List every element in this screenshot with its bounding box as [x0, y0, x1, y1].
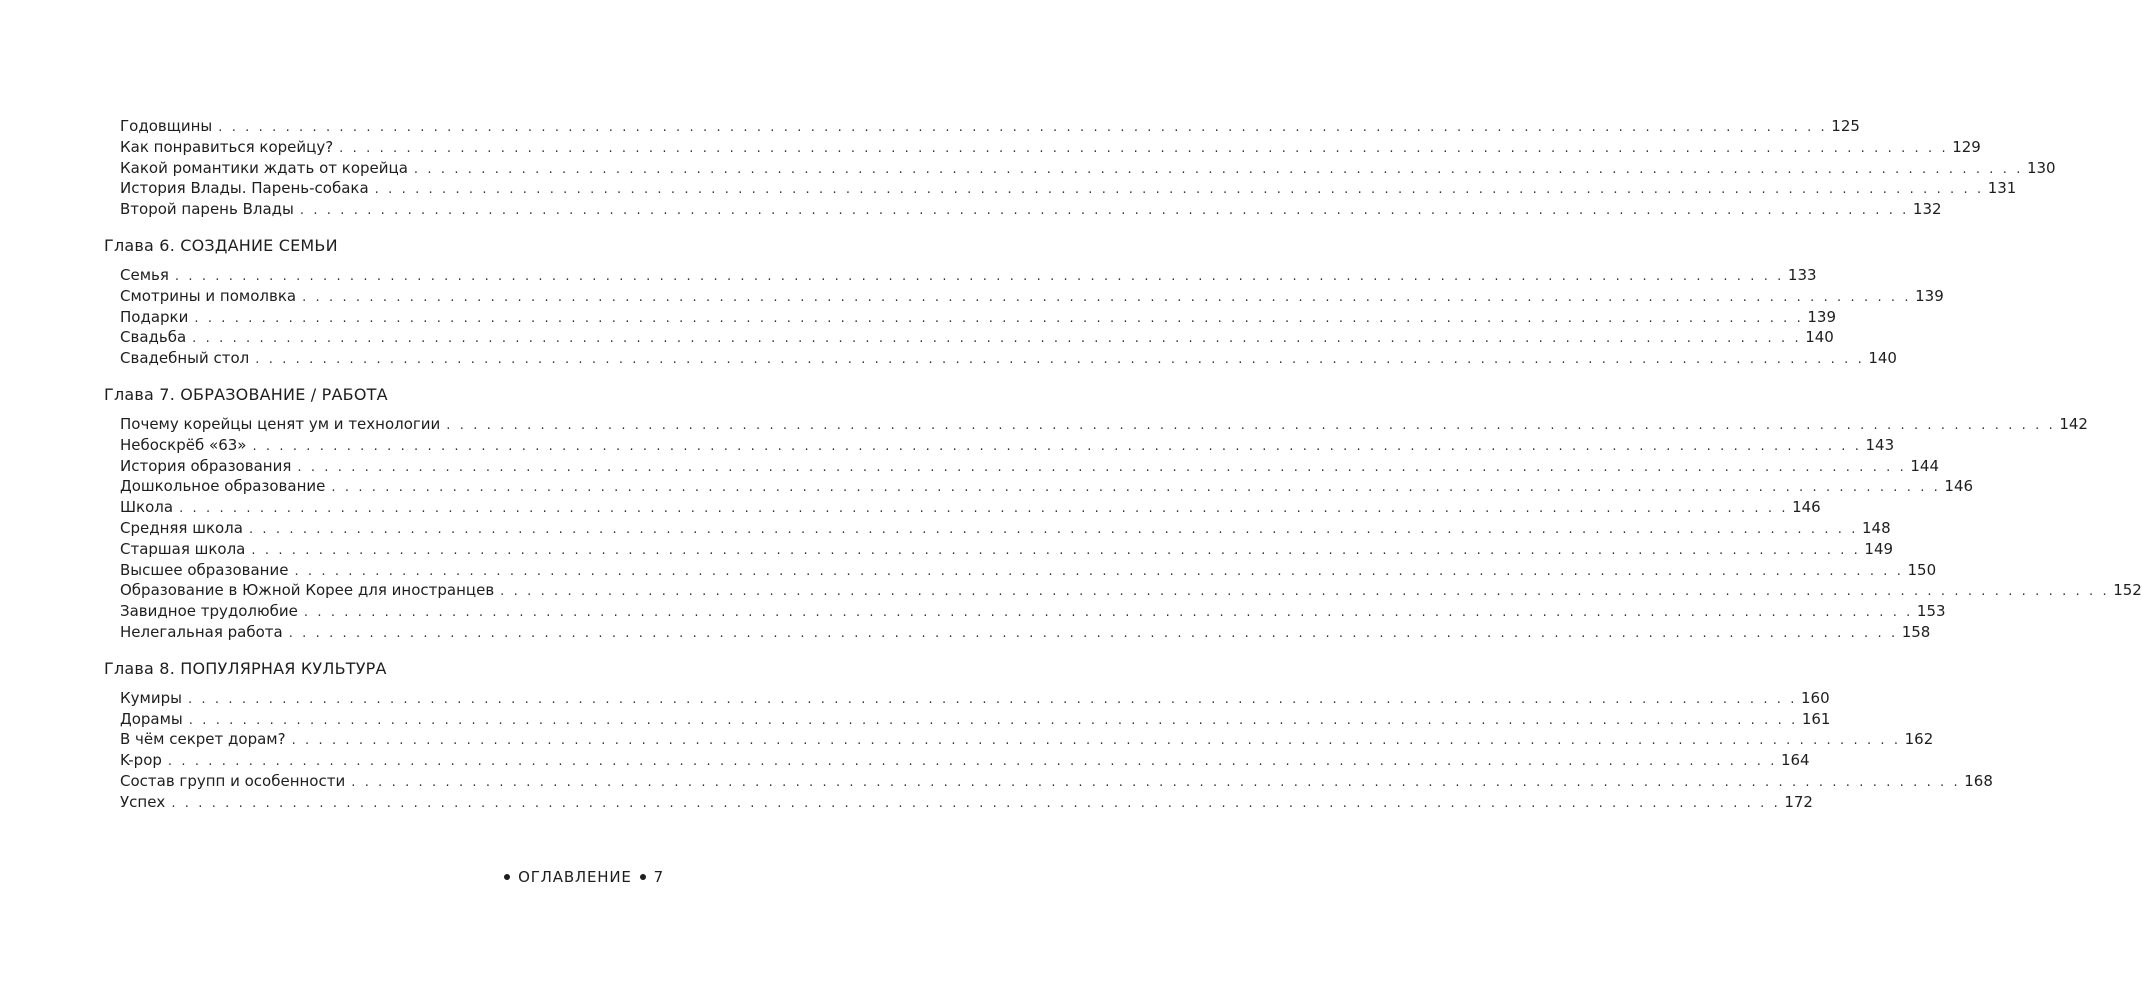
toc-entry-page: 150: [1907, 560, 1937, 579]
toc-entry-page: 148: [1862, 518, 1891, 537]
footer-label: ОГЛАВЛЕНИЕ: [518, 868, 632, 886]
toc-entry-title: Какой романтики ждать от корейца: [120, 158, 408, 177]
toc-entry-title: Почему корейцы ценят ум и технологии: [120, 414, 441, 433]
toc-entry-page: 168: [1964, 771, 1993, 790]
dot-leader: . . . . . . . . . . . . . . . . . . . . . . . . . . . . . . . . . . . . . . . . . . . . . . . . . . . . . . . . . . . . . . . . . . . . . . . . . . . . . . . . . . . . . . . . . . . . . . . . . . . . . . . . . . . . . . . . . . . . . . . .: [299, 203, 1909, 219]
toc-entry: [104, 580, 2142, 601]
toc-entry-page: 140: [1868, 349, 1897, 368]
dot-leader: . . . . . . . . . . . . . . . . . . . . . . . . . . . . . . . . . . . . . . . . . . . . . . . . . . . . . . . . . . . . . . . . . . . . . . . . . . . . . . . . . . . . . . . . . . . . . . . . . . . . . . . . . . . . . . . . . . . . . . . .: [174, 268, 1784, 284]
chapter-entries: [104, 265, 1944, 369]
table-of-contents: [104, 116, 2142, 813]
toc-entry-page: 125: [1831, 117, 1860, 135]
toc-entry-page: 146: [1944, 477, 1974, 496]
toc-entry: [104, 729, 1934, 750]
toc-entry: [104, 348, 1897, 369]
toc-entry-page: 143: [1865, 435, 1895, 454]
toc-entry: [104, 456, 1940, 477]
dot-leader: . . . . . . . . . . . . . . . . . . . . . . . . . . . . . . . . . . . . . . . . . . . . . . . . . . . . . . . . . . . . . . . . . . . . . . . . . . . . . . . . . . . . . . . . . . . . . . . . . . . . . . . . . . . . . . . . . . . . . . . .: [179, 501, 1789, 517]
chapter-entries: [104, 414, 2142, 643]
dot-leader: . . . . . . . . . . . . . . . . . . . . . . . . . . . . . . . . . . . . . . . . . . . . . . . . . . . . . . . . . . . . . . . . . . . . . . . . . . . . . . . . . . . . . . . . . . . . . . . . . . . . . . . . . . . . . . . . . . . . . . . .: [302, 289, 1912, 305]
dot-leader: . . . . . . . . . . . . . . . . . . . . . . . . . . . . . . . . . . . . . . . . . . . . . . . . . . . . . . . . . . . . . . . . . . . . . . . . . . . . . . . . . . . . . . . . . . . . . . . . . . . . . . . . . . . . . . . . . . . . . . . .: [413, 161, 2023, 177]
toc-entry-page: 142: [2059, 414, 2088, 433]
chapter-block: [104, 384, 2142, 643]
dot-leader: . . . . . . . . . . . . . . . . . . . . . . . . . . . . . . . . . . . . . . . . . . . . . . . . . . . . . . . . . . . . . . . . . . . . . . . . . . . . . . . . . . . . . . . . . . . . . . . . . . . . . . . . . . . . . . . . . . . . . . . .: [255, 352, 1865, 368]
toc-entry-page: 140: [1805, 328, 1834, 347]
chapter-entries: [104, 688, 1993, 813]
toc-entry-page: 164: [1780, 751, 1810, 770]
toc-entry-title: Смотрины и помолвка: [120, 286, 297, 305]
toc-entry-title: K-pop: [120, 751, 162, 770]
toc-entry-title: История Влады. Парень-собака: [120, 179, 369, 198]
dot-leader: . . . . . . . . . . . . . . . . . . . . . . . . . . . . . . . . . . . . . . . . . . . . . . . . . . . . . . . . . . . . . . . . . . . . . . . . . . . . . . . . . . . . . . . . . . . . . . . . . . . . . . . . . . . . . . . . . . . . . . . .: [252, 438, 1862, 454]
toc-entry-page: 160: [1801, 688, 1830, 707]
toc-entry: [104, 178, 2017, 199]
dot-leader: . . . . . . . . . . . . . . . . . . . . . . . . . . . . . . . . . . . . . . . . . . . . . . . . . . . . . . . . . . . . . . . . . . . . . . . . . . . . . . . . . . . . . . . . . . . . . . . . . . . . . . . . . . . . . . . . . . . . . . . .: [192, 331, 1802, 347]
toc-entry-page: 146: [1792, 498, 1821, 517]
dot-leader: . . . . . . . . . . . . . . . . . . . . . . . . . . . . . . . . . . . . . . . . . . . . . . . . . . . . . . . . . . . . . . . . . . . . . . . . . . . . . . . . . . . . . . . . . . . . . . . . . . . . . . . . . . . . . . . . . . . . . . . .: [331, 480, 1941, 496]
footer-page-number: 7: [653, 868, 664, 886]
toc-entry-title: Дошкольное образование: [120, 477, 326, 496]
toc-entry: [104, 539, 1894, 560]
dot-leader: . . . . . . . . . . . . . . . . . . . . . . . . . . . . . . . . . . . . . . . . . . . . . . . . . . . . . . . . . . . . . . . . . . . . . . . . . . . . . . . . . . . . . . . . . . . . . . . . . . . . . . . . . . . . . . . . . . . . . . . .: [446, 417, 2056, 433]
dot-leader: . . . . . . . . . . . . . . . . . . . . . . . . . . . . . . . . . . . . . . . . . . . . . . . . . . . . . . . . . . . . . . . . . . . . . . . . . . . . . . . . . . . . . . . . . . . . . . . . . . . . . . . . . . . . . . . . . . . . . . . .: [251, 542, 1861, 558]
toc-entry-title: Нелегальная работа: [120, 622, 283, 641]
toc-entry: [104, 265, 1817, 286]
toc-entry-page: 152: [2113, 581, 2142, 600]
dot-leader: . . . . . . . . . . . . . . . . . . . . . . . . . . . . . . . . . . . . . . . . . . . . . . . . . . . . . . . . . . . . . . . . . . . . . . . . . . . . . . . . . . . . . . . . . . . . . . . . . . . . . . . . . . . . . . . . . . . . . . . .: [294, 563, 1904, 579]
toc-entry-page: 153: [1916, 602, 1946, 621]
chapter-title: Глава 8. ПОПУЛЯРНАЯ КУЛЬТУРА: [104, 658, 387, 678]
toc-entry-title: Второй парень Влады: [120, 200, 294, 219]
toc-entry-title: Завидное трудолюбие: [120, 602, 298, 621]
toc-entry-title: Подарки: [120, 307, 189, 326]
toc-entry: [104, 601, 1946, 622]
toc-entry-title: История образования: [120, 456, 292, 475]
running-footer: [496, 868, 664, 886]
toc-entry-page: 133: [1787, 265, 1817, 284]
toc-entry: [104, 199, 1942, 220]
toc-entry-title: Старшая школа: [120, 539, 246, 558]
toc-entry-page: 129: [1952, 137, 1981, 156]
dot-leader: . . . . . . . . . . . . . . . . . . . . . . . . . . . . . . . . . . . . . . . . . . . . . . . . . . . . . . . . . . . . . . . . . . . . . . . . . . . . . . . . . . . . . . . . . . . . . . . . . . . . . . . . . . . . . . . . . . . . . . . .: [194, 310, 1804, 326]
chapter-block: [104, 658, 1993, 813]
toc-entry-title: Свадебный стол: [120, 349, 250, 368]
toc-entry-title: Высшее образование: [120, 560, 289, 579]
toc-entry-page: 162: [1904, 730, 1934, 749]
bullet-icon: [640, 874, 646, 880]
toc-entry-title: Средняя школа: [120, 518, 243, 537]
toc-entry-title: Школа: [120, 498, 174, 517]
toc-entry: [104, 414, 2088, 435]
dot-leader: . . . . . . . . . . . . . . . . . . . . . . . . . . . . . . . . . . . . . . . . . . . . . . . . . . . . . . . . . . . . . . . . . . . . . . . . . . . . . . . . . . . . . . . . . . . . . . . . . . . . . . . . . . . . . . . . . . . . . . . .: [167, 754, 1777, 770]
dot-leader: . . . . . . . . . . . . . . . . . . . . . . . . . . . . . . . . . . . . . . . . . . . . . . . . . . . . . . . . . . . . . . . . . . . . . . . . . . . . . . . . . . . . . . . . . . . . . . . . . . . . . . . . . . . . . . . . . . . . . . . .: [288, 625, 1898, 641]
toc-entry-title: Успех: [120, 792, 166, 811]
toc-entry-title: Годовщины: [120, 117, 213, 135]
dot-leader: . . . . . . . . . . . . . . . . . . . . . . . . . . . . . . . . . . . . . . . . . . . . . . . . . . . . . . . . . . . . . . . . . . . . . . . . . . . . . . . . . . . . . . . . . . . . . . . . . . . . . . . . . . . . . . . . . . . . . . . .: [248, 521, 1858, 537]
toc-entry: [104, 709, 1831, 730]
dot-leader: . . . . . . . . . . . . . . . . . . . . . . . . . . . . . . . . . . . . . . . . . . . . . . . . . . . . . . . . . . . . . . . . . . . . . . . . . . . . . . . . . . . . . . . . . . . . . . . . . . . . . . . . . . . . . . . . . . . . . . . .: [374, 182, 1984, 198]
chapter-title: Глава 7. ОБРАЗОВАНИЕ / РАБОТА: [104, 384, 388, 404]
toc-entry-title: Состав групп и особенности: [120, 771, 346, 790]
bullet-icon: [504, 874, 510, 880]
chapter-block: [104, 235, 1944, 369]
toc-entry: [104, 476, 1974, 497]
dot-leader: . . . . . . . . . . . . . . . . . . . . . . . . . . . . . . . . . . . . . . . . . . . . . . . . . . . . . . . . . . . . . . . . . . . . . . . . . . . . . . . . . . . . . . . . . . . . . . . . . . . . . . . . . . . . . . . . . . . . . . . .: [303, 605, 1913, 621]
toc-entry: [104, 327, 1834, 348]
toc-entry-title: Кумиры: [120, 688, 182, 707]
toc-entry-page: 158: [1901, 622, 1931, 641]
chapter-entries: [104, 116, 2056, 220]
toc-entry: [104, 688, 1830, 709]
dot-leader: . . . . . . . . . . . . . . . . . . . . . . . . . . . . . . . . . . . . . . . . . . . . . . . . . . . . . . . . . . . . . . . . . . . . . . . . . . . . . . . . . . . . . . . . . . . . . . . . . . . . . . . . . . . . . . . . . . . . . . . .: [339, 140, 1949, 156]
toc-entry: [104, 497, 1821, 518]
toc-entry-page: 161: [1801, 709, 1831, 728]
toc-entry: [104, 158, 2056, 179]
toc-entry: [104, 518, 1891, 539]
dot-leader: . . . . . . . . . . . . . . . . . . . . . . . . . . . . . . . . . . . . . . . . . . . . . . . . . . . . . . . . . . . . . . . . . . . . . . . . . . . . . . . . . . . . . . . . . . . . . . . . . . . . . . . . . . . . . . . . . . . . . . . .: [291, 733, 1901, 749]
toc-entry-title: Семья: [120, 265, 169, 284]
toc-entry: [104, 750, 1810, 771]
toc-entry-page: 172: [1784, 792, 1813, 811]
dot-leader: . . . . . . . . . . . . . . . . . . . . . . . . . . . . . . . . . . . . . . . . . . . . . . . . . . . . . . . . . . . . . . . . . . . . . . . . . . . . . . . . . . . . . . . . . . . . . . . . . . . . . . . . . . . . . . . . . . . . . . . .: [188, 712, 1798, 728]
toc-entry-page: 144: [1910, 456, 1940, 475]
toc-entry-title: Свадьба: [120, 328, 187, 347]
toc-entry-title: В чём секрет дорам?: [120, 730, 286, 749]
toc-entry: [104, 622, 1931, 643]
toc-entry-page: 139: [1807, 307, 1837, 326]
dot-leader: . . . . . . . . . . . . . . . . . . . . . . . . . . . . . . . . . . . . . . . . . . . . . . . . . . . . . . . . . . . . . . . . . . . . . . . . . . . . . . . . . . . . . . . . . . . . . . . . . . . . . . . . . . . . . . . . . . . . . . . .: [351, 774, 1961, 790]
dot-leader: . . . . . . . . . . . . . . . . . . . . . . . . . . . . . . . . . . . . . . . . . . . . . . . . . . . . . . . . . . . . . . . . . . . . . . . . . . . . . . . . . . . . . . . . . . . . . . . . . . . . . . . . . . . . . . . . . . . . . . . .: [187, 691, 1797, 707]
toc-entry: [104, 307, 1837, 328]
toc-entry: [104, 560, 1937, 581]
chapter-title: Глава 6. СОЗДАНИЕ СЕМЬИ: [104, 235, 338, 255]
toc-entry: [104, 137, 1981, 158]
toc-entry: [104, 286, 1944, 307]
toc-entry-page: 130: [2026, 158, 2056, 177]
toc-entry-title: Небоскрёб «63»: [120, 435, 247, 454]
toc-entry-page: 131: [1987, 179, 2017, 198]
chapter-block: [104, 116, 2056, 220]
toc-entry: [104, 116, 1860, 137]
toc-entry-page: 139: [1915, 286, 1944, 305]
toc-entry-page: 132: [1912, 200, 1942, 219]
dot-leader: . . . . . . . . . . . . . . . . . . . . . . . . . . . . . . . . . . . . . . . . . . . . . . . . . . . . . . . . . . . . . . . . . . . . . . . . . . . . . . . . . . . . . . . . . . . . . . . . . . . . . . . . . . . . . . . . . . . . . . . .: [500, 584, 2110, 600]
dot-leader: . . . . . . . . . . . . . . . . . . . . . . . . . . . . . . . . . . . . . . . . . . . . . . . . . . . . . . . . . . . . . . . . . . . . . . . . . . . . . . . . . . . . . . . . . . . . . . . . . . . . . . . . . . . . . . . . . . . . . . . .: [171, 795, 1781, 811]
toc-entry: [104, 771, 1993, 792]
toc-entry-title: Дорамы: [120, 709, 183, 728]
toc-entry: [104, 435, 1895, 456]
dot-leader: . . . . . . . . . . . . . . . . . . . . . . . . . . . . . . . . . . . . . . . . . . . . . . . . . . . . . . . . . . . . . . . . . . . . . . . . . . . . . . . . . . . . . . . . . . . . . . . . . . . . . . . . . . . . . . . . . . . . . . . .: [218, 120, 1828, 135]
toc-entry-page: 149: [1864, 539, 1894, 558]
dot-leader: . . . . . . . . . . . . . . . . . . . . . . . . . . . . . . . . . . . . . . . . . . . . . . . . . . . . . . . . . . . . . . . . . . . . . . . . . . . . . . . . . . . . . . . . . . . . . . . . . . . . . . . . . . . . . . . . . . . . . . . .: [297, 459, 1907, 475]
toc-entry: [104, 792, 1813, 813]
toc-entry-title: Образование в Южной Корее для иностранцев: [120, 581, 495, 600]
toc-entry-title: Как понравиться корейцу?: [120, 137, 334, 156]
